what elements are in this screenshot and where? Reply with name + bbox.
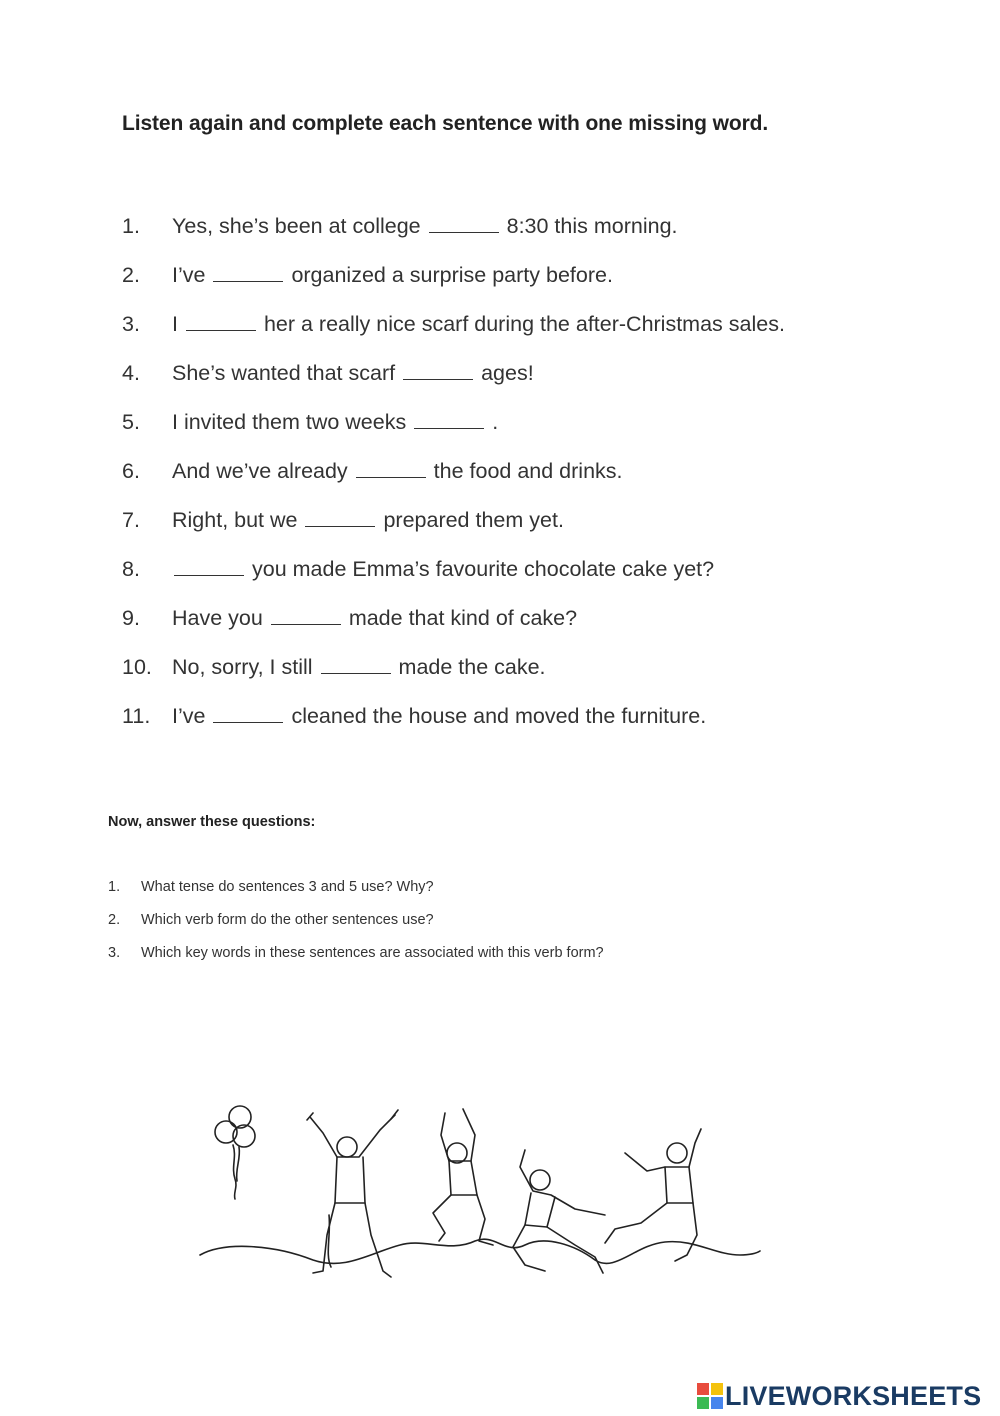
sentence-number: 6.	[122, 459, 140, 483]
jumping-person-icon	[433, 1109, 493, 1245]
jumping-person-icon	[605, 1129, 701, 1261]
sentence-text-after: her a really nice scarf during the after-Christmas sales.	[263, 312, 785, 336]
question-text: What tense do sentences 3 and 5 use? Why?	[141, 879, 434, 895]
answer-blank[interactable]	[174, 557, 244, 576]
sentence-number: 7.	[122, 508, 140, 532]
questions-title: Now, answer these questions:	[108, 814, 316, 830]
sentence-text-before: No, sorry, I still	[172, 655, 313, 679]
sentence-text-after: made the cake.	[398, 655, 546, 679]
sentence-text-before: Have you	[172, 606, 263, 630]
sentence-text-after: .	[492, 410, 499, 434]
answer-blank[interactable]	[356, 459, 426, 478]
sentence-text-after: organized a surprise party before.	[291, 263, 613, 287]
question-number: 2.	[108, 912, 121, 928]
sentence-text-after: the food and drinks.	[433, 459, 623, 483]
sentence-text-after: made that kind of cake?	[348, 606, 578, 630]
sentence-text-after: 8:30 this morning.	[506, 214, 678, 238]
sentence-number: 11.	[122, 704, 151, 728]
sentence-text-before: I’ve	[172, 704, 206, 728]
sentence-text-after: cleaned the house and moved the furniture.	[291, 704, 707, 728]
answer-blank[interactable]	[414, 410, 484, 429]
sentence-number: 5.	[122, 410, 140, 434]
sentence-text-after: you made Emma’s favourite chocolate cake yet?	[251, 557, 715, 581]
sentence-text-before: I invited them two weeks	[172, 410, 407, 434]
brand-watermark	[697, 1376, 981, 1416]
sentence-number: 4.	[122, 361, 140, 385]
liveworksheets-logo-icon	[697, 1383, 723, 1409]
sentence-text-before: And we’ve already	[172, 459, 348, 483]
sentence-number: 10.	[122, 655, 152, 679]
question-number: 1.	[108, 879, 121, 895]
answer-blank[interactable]	[213, 263, 283, 282]
jumping-person-icon	[307, 1110, 398, 1277]
question-text: Which verb form do the other sentences use?	[141, 912, 434, 928]
brand-text: LIVEWORKSHEETS	[725, 1380, 982, 1411]
answer-blank[interactable]	[213, 704, 283, 723]
sentence-text-before: I	[172, 312, 178, 336]
sentence-text-after: prepared them yet.	[383, 508, 564, 532]
sentence-number: 8.	[122, 557, 140, 581]
worksheet-title: Listen again and complete each sentence with one missing word.	[122, 112, 769, 135]
sentence-number: 3.	[122, 312, 140, 336]
sentence-text-before: Yes, she’s been at college	[172, 214, 421, 238]
party-people-line-drawing-icon	[195, 1095, 765, 1300]
sentence-number: 1.	[122, 214, 140, 238]
balloons-icon	[215, 1106, 255, 1199]
sentence-number: 9.	[122, 606, 140, 630]
sentence-text-before: She’s wanted that scarf	[172, 361, 396, 385]
answer-blank[interactable]	[305, 508, 375, 527]
question-text: Which key words in these sentences are associated with this verb form?	[141, 945, 604, 961]
answer-blank[interactable]	[429, 214, 499, 233]
answer-blank[interactable]	[403, 361, 473, 380]
sentence-number: 2.	[122, 263, 140, 287]
answer-blank[interactable]	[321, 655, 391, 674]
question-number: 3.	[108, 945, 121, 961]
sentence-text-before: Right, but we	[172, 508, 298, 532]
jumping-person-icon	[513, 1150, 605, 1273]
sentence-text-after: ages!	[481, 361, 534, 385]
answer-blank[interactable]	[271, 606, 341, 625]
answer-blank[interactable]	[186, 312, 256, 331]
sentence-text-before: I’ve	[172, 263, 206, 287]
